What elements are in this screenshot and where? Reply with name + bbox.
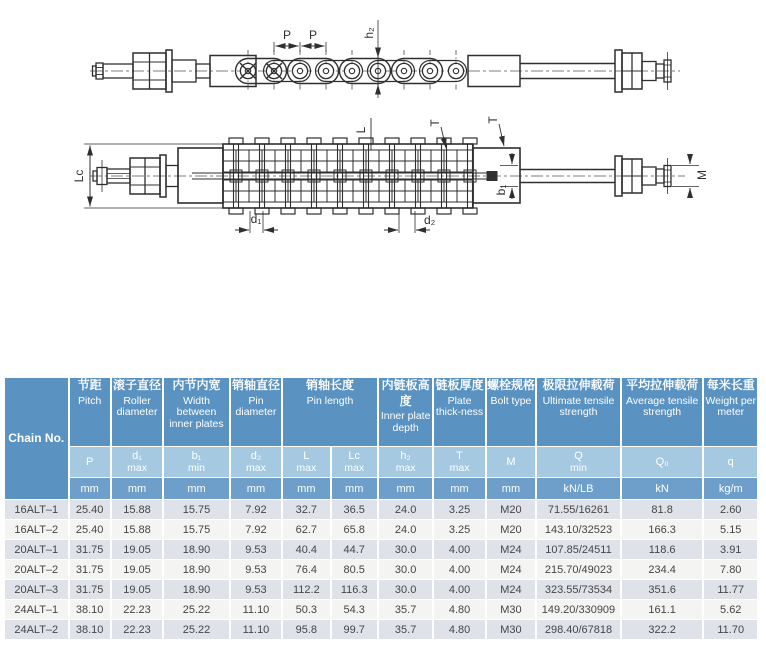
header-en: Pin diameter [235, 394, 277, 419]
unit: mm [112, 478, 162, 499]
symbol-Q0: Q₀ [622, 447, 703, 477]
col-header-average-strength [622, 378, 703, 446]
header-cn: 极限拉伸载荷 [542, 378, 615, 392]
chain-no: 24ALT–1 [5, 600, 68, 619]
header-cn: 每米长重 [706, 378, 755, 392]
pitch-dimension [274, 28, 326, 52]
header-en: Plate thick-ness [435, 394, 484, 419]
chain-no: 16ALT–1 [5, 500, 68, 519]
header-cn: 内节内宽 [172, 378, 221, 392]
pitch-label-1: P [282, 28, 292, 42]
header-en: Bolt type [490, 394, 532, 407]
table-row: 20ALT–1 31.75 19.05 18.90 9.53 40.4 44.7 30.0 4.00 M24 107.85/24511 118.6 3.91 [5, 540, 757, 559]
symbol-L: L max [283, 447, 329, 477]
plate-thickness-label-1: T [428, 119, 442, 127]
header-cn: 节距 [77, 378, 102, 392]
symbol-d1: d₁ max [112, 447, 162, 477]
bolt-size-dimension [672, 154, 709, 198]
symbol-P: P [70, 447, 110, 477]
chain-no: 20ALT–2 [5, 560, 68, 579]
col-header-weight [704, 378, 757, 446]
table-row: 16ALT–1 25.40 15.88 15.75 7.92 32.7 36.5 24.0 3.25 M20 71.55/16261 81.8 2.60 [5, 500, 757, 519]
unit: mm [70, 478, 110, 499]
pitch-label-2: P [308, 28, 318, 42]
col-header-bolt-type [487, 378, 535, 446]
plate-thickness-label-2: T [486, 116, 500, 124]
header-cn: 内链板高度 [381, 378, 430, 408]
symbol-M: M [487, 447, 535, 477]
symbol-Lc: Lc max [332, 447, 377, 477]
table-row: 20ALT–2 31.75 19.05 18.90 9.53 76.4 80.5 30.0 4.00 M24 215.70/49023 234.4 7.80 [5, 560, 757, 579]
header-en: Roller diameter [116, 394, 158, 419]
header-en: Weight per meter [705, 394, 757, 419]
pin-diameter-label: d₂ [424, 213, 436, 227]
header-cn: 螺栓规格 [486, 378, 535, 392]
col-header-pitch [70, 378, 110, 446]
unit: kN/LB [537, 478, 620, 499]
header-en: Width between inner plates [169, 394, 224, 431]
header-cn: 销轴长度 [306, 378, 355, 392]
chain-spec-table [3, 377, 759, 640]
header-en: Ultimate tensile strength [542, 394, 615, 419]
roller-diameter-label: d₁ [250, 212, 262, 226]
symbol-b1: b₁ min [164, 447, 229, 477]
chain-plan-view-drawing [0, 106, 766, 256]
header-cn: 链板厚度 [435, 378, 484, 392]
header-en: Average tensile strength [626, 394, 699, 419]
table-row: 20ALT–3 31.75 19.05 18.90 9.53 112.2 116.3 30.0 4.00 M24 323.55/73534 351.6 11.77 [5, 580, 757, 599]
col-header-inner-width [164, 378, 229, 446]
unit: mm [332, 478, 377, 499]
table-row: 16ALT–2 25.40 15.88 15.75 7.92 62.7 65.8 24.0 3.25 M20 143.10/32523 166.3 5.15 [5, 520, 757, 539]
header-cn: 销轴直径 [231, 378, 280, 392]
unit: mm [379, 478, 432, 499]
chain-no: 24ALT–2 [5, 620, 68, 639]
unit: mm [231, 478, 281, 499]
header-cn: 平均拉伸载荷 [626, 378, 699, 392]
plate-thickness-dimension [428, 116, 504, 148]
unit: mm [283, 478, 329, 499]
bolt-size-label: M [695, 170, 709, 180]
header-symbol-row [5, 447, 757, 477]
header-en: Pin length [306, 394, 354, 407]
overall-length-label: Lc [72, 169, 86, 183]
col-header-pin-diameter [231, 378, 281, 446]
unit: kN [622, 478, 703, 499]
symbol-Q: Q min [537, 447, 620, 477]
col-header-plate-depth [379, 378, 432, 446]
plate-height-label: h₂ [362, 27, 376, 39]
chain-no: 20ALT–1 [5, 540, 68, 559]
col-header-roller-diameter [112, 378, 162, 446]
col-header-plate-thickness [434, 378, 484, 446]
symbol-h2: h₂ max [379, 447, 432, 477]
col-header-ultimate-strength [537, 378, 620, 446]
col-header-pin-length [283, 378, 377, 446]
table-row: 24ALT–2 38.10 22.23 25.22 11.10 95.8 99.7 35.7 4.80 M30 298.40/67818 322.2 11.70 [5, 620, 757, 639]
header-cn: 滚子直径 [113, 378, 162, 392]
unit: mm [434, 478, 484, 499]
header-unit-row [5, 478, 757, 499]
symbol-q: q [704, 447, 757, 477]
header-group-row [5, 378, 757, 446]
pin-length-label: L [354, 126, 368, 134]
header-en: Pitch [77, 394, 102, 407]
roller-chain-links [236, 50, 467, 92]
symbol-T: T max [434, 447, 484, 477]
unit: mm [164, 478, 229, 499]
inner-width-label: b₁ [494, 184, 508, 196]
symbol-d2: d₂ max [231, 447, 281, 477]
chain-side-view-drawing [0, 6, 766, 112]
chain-no: 20ALT–3 [5, 580, 68, 599]
chain-no: 16ALT–2 [5, 520, 68, 539]
unit: kg/m [704, 478, 757, 499]
header-en: Inner plate depth [380, 410, 431, 434]
unit: mm [487, 478, 535, 499]
col-header-chain-no: Chain No. [5, 378, 68, 499]
table-row: 24ALT–1 38.10 22.23 25.22 11.10 50.3 54.3 35.7 4.80 M30 149.20/330909 161.1 5.62 [5, 600, 757, 619]
